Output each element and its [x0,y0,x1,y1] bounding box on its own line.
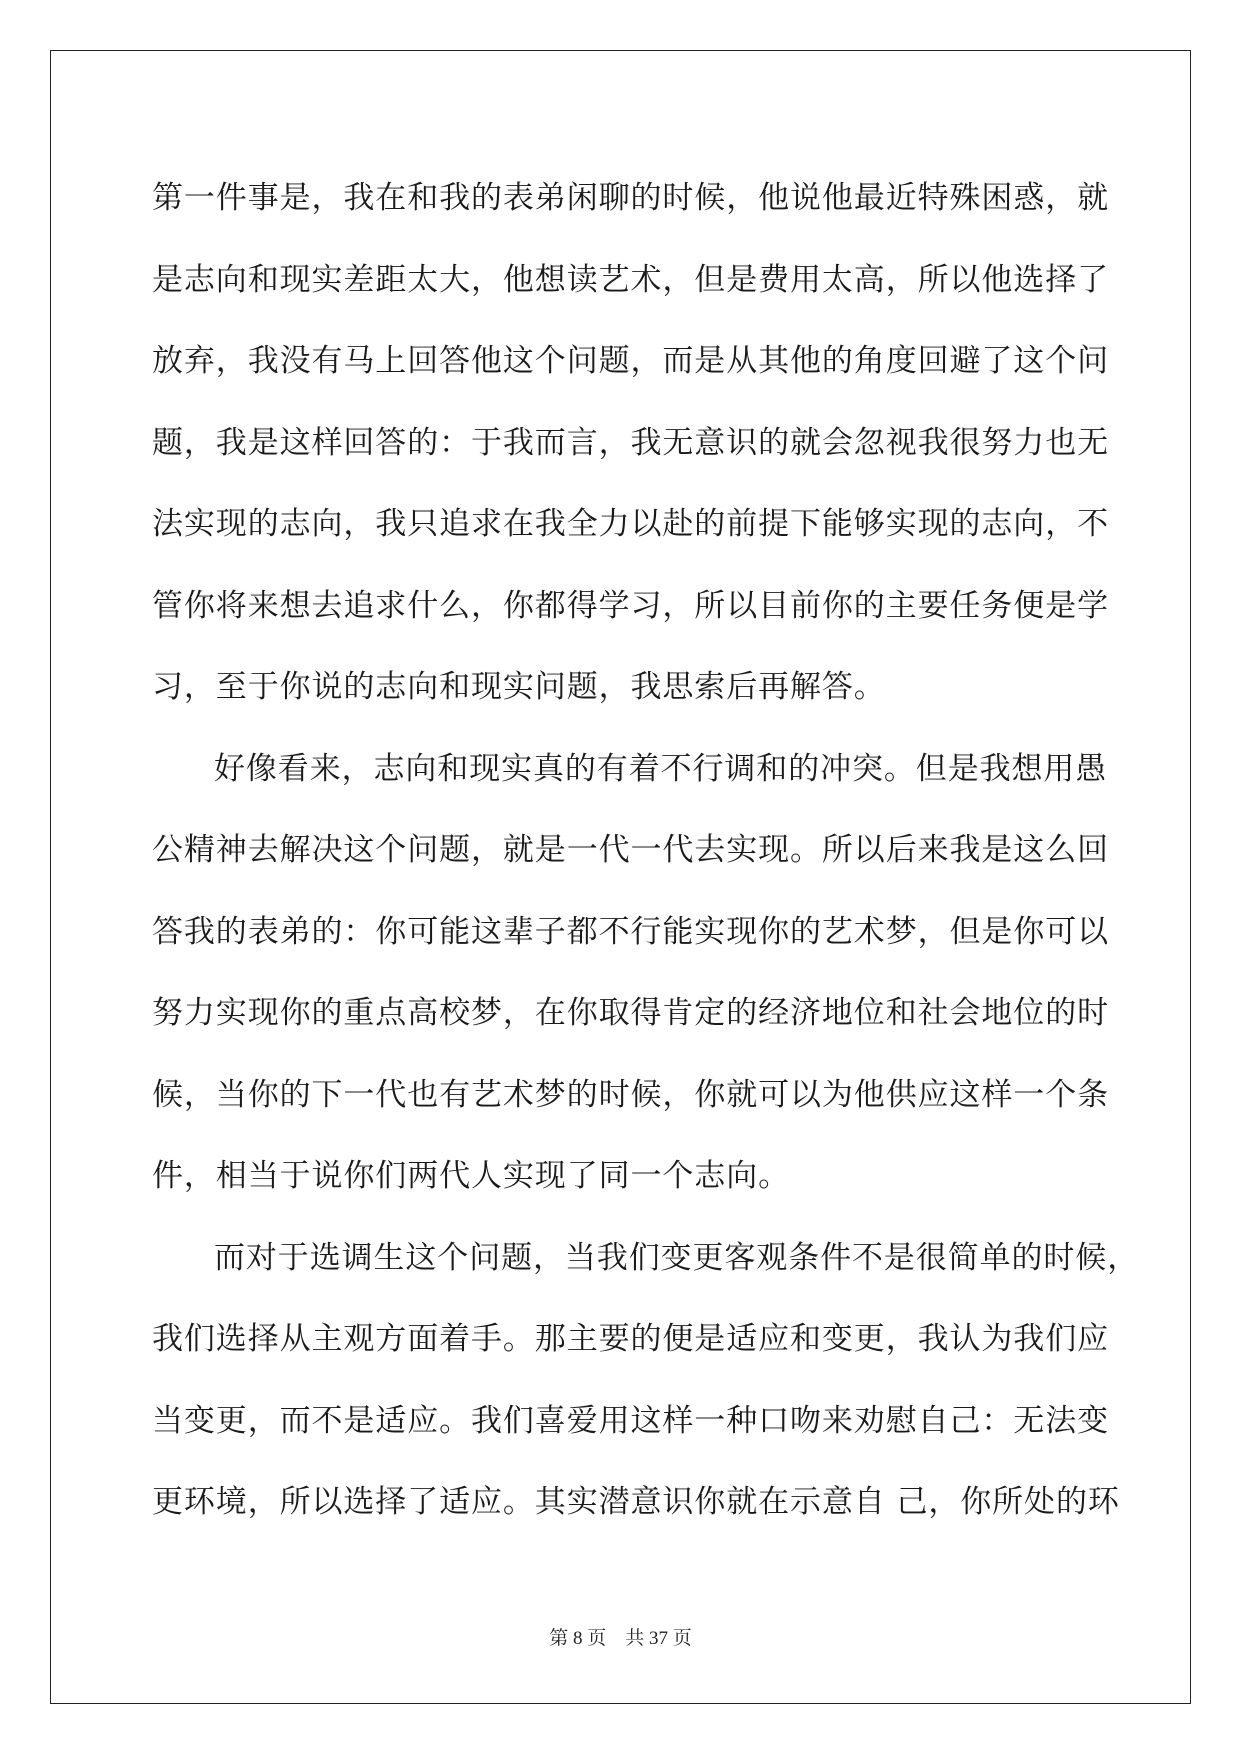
page-number-footer: 第 8 页 共 37 页 [549,1628,692,1649]
paragraph-3 [152,1218,1140,1544]
text-line: 当变更，而不是适应。我们喜爱用这样一种口吻来劝慰自己：无法变 [152,1402,1109,1439]
text-line: 题，我是这样回答的：于我而言，我无意识的就会忽视我很努力也无 [152,424,1109,461]
text-line: 管你将来想去追求什么，你都得学习，所以目前你的主要任务便是学 [152,587,1109,624]
text-line: 公精神去解决这个问题，就是一代一代去实现。所以后来我是这么回 [152,832,1109,868]
text-line: 更环境，所以选择了适应。其实潜意识你就在示意自 己，你所处的环 [152,1484,1120,1520]
document-body [152,158,1140,1544]
text-line: 习，至于你说的志向和现实问题，我思索后再解答。 [152,669,886,705]
text-line: 候，当你的下一代也有艺术梦的时候，你就可以为他供应这样一个条 [152,1076,1109,1113]
text-line: 法实现的志向，我只追求在我全力以赴的前提下能够实现的志向，不 [152,506,1109,542]
text-line: 好像看来，志向和现实真的有着不行调和的冲突。但是我想用愚 [214,750,1108,787]
paragraph-2 [152,729,1109,1218]
text-line: 第一件事是，我在和我的表弟闲聊的时候，他说他最近特殊困惑，就 [152,180,1109,216]
text-line: 我们选择从主观方面着手。那主要的便是适应和变更，我认为我们应 [152,1321,1109,1357]
paragraph-1 [152,158,1109,729]
text-line: 努力实现你的重点高校梦，在你取得肯定的经济地位和社会地位的时 [152,995,1109,1031]
text-line: 是志向和现实差距太大，他想读艺术，但是费用太高，所以他选择了 [152,261,1109,298]
text-line: 答我的表弟的：你可能这辈子都不行能实现你的艺术梦，但是你可以 [152,913,1109,950]
text-line: 而对于选调生这个问题，当我们变更客观条件不是很简单的时候， [214,1239,1140,1276]
text-line: 放弃，我没有马上回答他这个问题，而是从其他的角度回避了这个问 [152,343,1109,379]
text-line: 件，相当于说你们两代人实现了同一个志向。 [152,1158,790,1194]
